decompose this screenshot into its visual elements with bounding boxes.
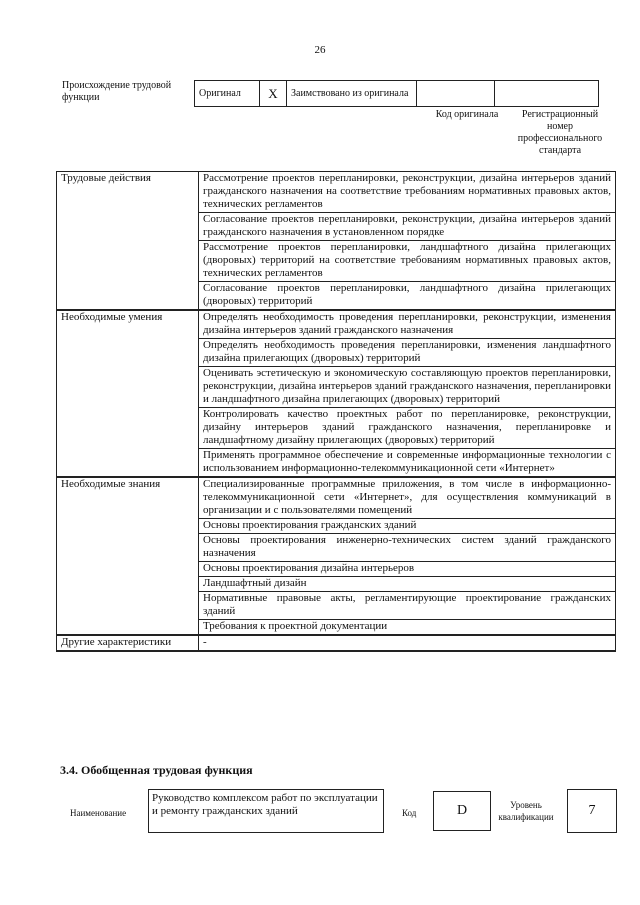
row-item: Определять необходимость проведения перепланировки, реконструкции, изменения дизайна интерьеров зданий гражданского назначения [199, 310, 616, 339]
table-row [57, 172, 616, 213]
registration-number-cell [495, 81, 599, 107]
row-item: Ландшафтный дизайн [199, 577, 616, 592]
code-label: Код [402, 808, 417, 818]
borrowed-label: Заимствовано из оригинала [287, 81, 417, 107]
level-value: 7 [567, 789, 617, 833]
row-item: Требования к проектной документации [199, 620, 616, 636]
code-value: D [433, 791, 491, 831]
row-item: Контролировать качество проектных работ по перепланировке, реконструкции, дизайну интерьеров зданий гражданского назначения, перепланировке и ландшафтному дизайну прилегающих (дворовых) территорий [199, 408, 616, 449]
registration-caption: Регистрационный номер профессионального стандарта [517, 109, 603, 156]
row-item: Основы проектирования инженерно-технических систем зданий гражданского назначения [199, 534, 616, 562]
row-item: Согласование проектов перепланировки, ландшафтного дизайна прилегающих (дворовых) территорий [199, 282, 616, 311]
original-mark: X [260, 81, 287, 107]
original-code-cell [417, 81, 495, 107]
row-item: Основы проектирования дизайна интерьеров [199, 562, 616, 577]
row-category: Другие характеристики [57, 635, 199, 651]
table-row [57, 477, 616, 519]
table-row [57, 310, 616, 339]
name-value: Руководство комплексом работ по эксплуатации и ремонту гражданских зданий [148, 789, 384, 833]
original-label: Оригинал [195, 81, 260, 107]
row-item: Специализированные программные приложения, в том числе в информационно-телекоммуникационной сети «Интернет», для осуществления коммуникаций в организации и с пользователями помещений [199, 477, 616, 519]
origin-label: Происхождение трудовой функции [62, 80, 172, 103]
row-category: Трудовые действия [57, 172, 199, 311]
row-category: Необходимые знания [57, 477, 199, 635]
function-details-table [56, 171, 616, 652]
name-label: Наименование [70, 808, 127, 818]
row-item: - [199, 635, 616, 651]
code-caption: Код оригинала [435, 109, 499, 120]
section-title: 3.4. Обобщенная трудовая функция [60, 763, 253, 777]
row-item: Основы проектирования гражданских зданий [199, 519, 616, 534]
origin-table [194, 80, 599, 107]
row-item: Рассмотрение проектов перепланировки, реконструкции, дизайна интерьеров зданий гражданского назначения на соответствие требованиям нормативных правовых актов, технических регламентов [199, 172, 616, 213]
row-item: Оценивать эстетическую и экономическую составляющую проектов перепланировки, реконструкции, дизайна интерьеров зданий гражданского назначения, перепланировки и ландшафтного дизайна прилегающих (дворовых) территорий [199, 367, 616, 408]
level-label: Уровень квалификации [498, 800, 554, 822]
page-number: 26 [314, 44, 326, 56]
row-item: Согласование проектов перепланировки, реконструкции, дизайна интерьеров зданий гражданского назначения в установленном порядке [199, 213, 616, 241]
row-item: Нормативные правовые акты, регламентирующие проектирование гражданских зданий [199, 592, 616, 620]
row-item: Применять программное обеспечение и современные информационные технологии с использованием информационно-телекоммуникационной сети «Интернет» [199, 449, 616, 478]
row-category: Необходимые умения [57, 310, 199, 477]
row-item: Определять необходимость проведения перепланировки, изменения ландшафтного дизайна прилегающих (дворовых) территорий [199, 339, 616, 367]
table-row [57, 635, 616, 651]
row-item: Рассмотрение проектов перепланировки, ландшафтного дизайна прилегающих (дворовых) территорий на соответствие требованиям нормативных правовых актов, технических регламентов [199, 241, 616, 282]
